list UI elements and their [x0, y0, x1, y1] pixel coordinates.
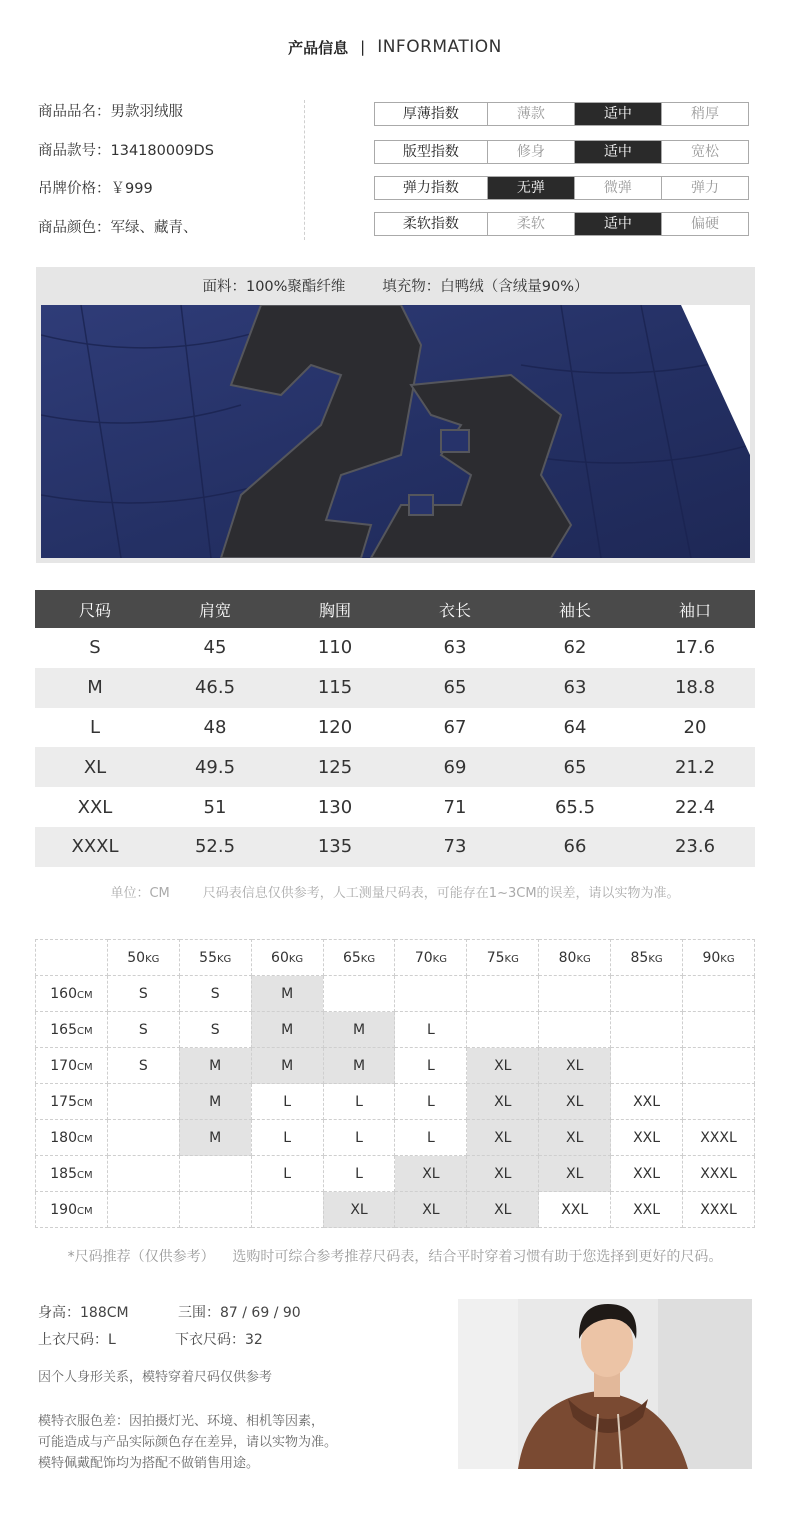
model-bottom-size: 下衣尺码：32 — [175, 1332, 263, 1348]
grid-size-cell: L — [323, 1120, 395, 1156]
size-table-cell: 110 — [317, 637, 353, 659]
size-table-cell: 125 — [317, 756, 353, 778]
fit-index — [374, 140, 749, 164]
size-table-cell: L — [89, 716, 101, 738]
grid-size-cell: M — [179, 1120, 251, 1156]
grid-size-cell — [179, 1156, 251, 1192]
weight-value: 85 — [630, 949, 649, 966]
grid-weight-header — [683, 940, 755, 976]
height-unit: CM — [77, 1205, 93, 1217]
size-table-header-cell: 袖长 — [558, 600, 591, 620]
grid-corner-cell — [36, 940, 108, 976]
grid-size-cell — [683, 1048, 755, 1084]
grid-weight-header — [323, 940, 395, 976]
grid-weight-header — [539, 940, 611, 976]
grid-size-cell — [467, 1012, 539, 1048]
grid-size-cell: L — [395, 1048, 467, 1084]
size-table-cell: 115 — [317, 677, 353, 699]
thickness-index — [374, 102, 749, 126]
size-table-cell: 63 — [563, 677, 587, 699]
height-value: 175 — [50, 1093, 77, 1110]
grid-size-cell: S — [179, 1012, 251, 1048]
height-value: 160 — [50, 985, 77, 1002]
grid-size-cell: L — [251, 1120, 323, 1156]
grid-size-cell — [107, 1084, 179, 1120]
weight-unit: KG — [504, 953, 519, 965]
model-measurements: 三围：87 / 69 / 90 — [178, 1305, 301, 1321]
grid-size-cell — [179, 1192, 251, 1228]
grid-height-header — [36, 1084, 108, 1120]
size-table-header-cell: 胸围 — [318, 600, 351, 620]
size-table-cell: 21.2 — [674, 756, 716, 778]
grid-weight-header — [107, 940, 179, 976]
index-option: 适中 — [574, 103, 661, 125]
index-option: 弹力 — [661, 177, 748, 199]
grid-size-cell: L — [395, 1012, 467, 1048]
size-table-cell: 45 — [203, 637, 227, 659]
height-value: 170 — [50, 1057, 77, 1074]
grid-size-cell — [395, 976, 467, 1012]
index-option: 偏硬 — [661, 213, 748, 235]
grid-size-cell: M — [323, 1048, 395, 1084]
grid-size-cell: L — [251, 1084, 323, 1120]
weight-unit: KG — [720, 953, 735, 965]
height-unit: CM — [77, 989, 93, 1001]
grid-size-cell: XXXL — [683, 1192, 755, 1228]
grid-size-cell — [467, 976, 539, 1012]
size-table-cell: 46.5 — [194, 677, 236, 699]
grid-row — [36, 1084, 755, 1120]
grid-size-cell: S — [107, 976, 179, 1012]
grid-size-cell: S — [179, 976, 251, 1012]
info-divider — [304, 100, 305, 240]
size-table-row — [35, 708, 755, 748]
grid-size-cell — [611, 976, 683, 1012]
size-table-cell: XL — [83, 756, 107, 778]
height-unit: CM — [77, 1061, 93, 1073]
fabric-composition: 面料：100%聚酯纤维 填充物：白鸭绒（含绒量90%） — [202, 279, 589, 295]
size-table-row — [35, 787, 755, 827]
index-option: 修身 — [487, 141, 574, 163]
grid-size-cell: M — [251, 1048, 323, 1084]
height-unit: CM — [77, 1097, 93, 1109]
height-value: 165 — [50, 1021, 77, 1038]
height-value: 185 — [50, 1165, 77, 1182]
grid-size-cell: XL — [467, 1120, 539, 1156]
grid-size-cell: S — [107, 1012, 179, 1048]
size-table-cell: 20 — [683, 716, 707, 738]
grid-size-cell: XXL — [539, 1192, 611, 1228]
weight-value: 60 — [271, 949, 289, 966]
grid-height-header — [36, 1156, 108, 1192]
index-option: 稍厚 — [661, 103, 748, 125]
size-table-cell: 73 — [443, 836, 467, 858]
softness-index — [374, 212, 749, 236]
grid-row — [36, 1192, 755, 1228]
size-table-cell: 69 — [443, 756, 467, 778]
grid-size-cell: XL — [539, 1084, 611, 1120]
weight-unit: KG — [216, 953, 232, 965]
grid-size-cell: M — [251, 976, 323, 1012]
model-top-size: 上衣尺码：L — [38, 1332, 116, 1348]
product-price: 吊牌价格：￥999 — [38, 181, 153, 197]
index-option: 适中 — [574, 141, 661, 163]
size-table-cell: 18.8 — [674, 677, 716, 699]
grid-header-row — [36, 940, 755, 976]
size-table-cell: M — [87, 677, 103, 699]
grid-size-cell: M — [179, 1084, 251, 1120]
grid-size-cell: S — [107, 1048, 179, 1084]
size-table-cell: 62 — [563, 637, 587, 659]
grid-size-cell — [107, 1120, 179, 1156]
size-table-cell: 65 — [443, 677, 467, 699]
grid-row — [36, 1048, 755, 1084]
weight-unit: KG — [145, 953, 160, 965]
fabric-closeup-svg — [41, 305, 750, 558]
model-height: 身高：188CM — [38, 1305, 129, 1321]
grid-weight-header — [395, 940, 467, 976]
size-table-header-cell: 袖口 — [678, 600, 711, 620]
weight-value: 65 — [342, 949, 361, 966]
grid-size-cell: L — [395, 1084, 467, 1120]
size-table-cell: XXXL — [71, 836, 119, 858]
index-label: 厚薄指数 — [402, 106, 459, 122]
grid-size-cell: XXXL — [683, 1156, 755, 1192]
grid-size-cell — [683, 976, 755, 1012]
section-header — [0, 30, 790, 64]
size-table-row — [35, 747, 755, 787]
grid-height-header — [36, 1048, 108, 1084]
size-table-cell: 48 — [203, 716, 227, 738]
grid-height-header — [36, 1192, 108, 1228]
grid-size-cell — [683, 1012, 755, 1048]
size-table-cell: 67 — [443, 716, 467, 738]
height-unit: CM — [77, 1133, 93, 1145]
height-unit: CM — [77, 1169, 93, 1181]
weight-value: 80 — [558, 949, 577, 966]
size-table-row — [35, 668, 755, 708]
size-table-cell: 22.4 — [674, 796, 716, 818]
size-table-row — [35, 628, 755, 668]
weight-value: 75 — [486, 949, 505, 966]
size-table-cell: 120 — [317, 716, 353, 738]
grid-size-cell: XL — [467, 1156, 539, 1192]
size-table-cell: 135 — [317, 836, 353, 858]
color-disclaimer-line: 模特佩戴配饰均为搭配不做销售用途。 — [38, 1456, 260, 1471]
weight-value: 90 — [702, 949, 721, 966]
stretch-index — [374, 176, 749, 200]
recommendation-note: *尺码推荐（仅供参考） 选购时可综合参考推荐尺码表，结合平时穿着习惯有助于您选择到更好的尺码。 — [67, 1249, 723, 1265]
section-title-cn: 产品信息 — [288, 38, 349, 57]
grid-size-cell: L — [251, 1156, 323, 1192]
product-name: 商品品名：男款羽绒服 — [38, 104, 183, 120]
grid-height-header — [36, 1012, 108, 1048]
grid-size-cell: XL — [539, 1048, 611, 1084]
index-option: 适中 — [574, 213, 661, 235]
grid-size-cell — [107, 1192, 179, 1228]
size-table-header-cell: 肩宽 — [198, 600, 231, 620]
product-code: 商品款号：134180009DS — [38, 143, 214, 159]
weight-value: 55 — [199, 949, 217, 966]
weight-unit: KG — [288, 953, 304, 965]
fabric-closeup-image — [41, 305, 750, 558]
grid-size-cell — [539, 976, 611, 1012]
size-table-cell: 130 — [317, 796, 353, 818]
grid-size-cell: L — [323, 1084, 395, 1120]
grid-weight-header — [179, 940, 251, 976]
grid-row — [36, 976, 755, 1012]
size-table-cell: XXL — [77, 796, 113, 818]
size-table-cell: 49.5 — [194, 756, 236, 778]
weight-value: 70 — [414, 949, 433, 966]
grid-size-cell: XL — [395, 1192, 467, 1228]
size-table-cell: 23.6 — [674, 836, 716, 858]
grid-size-cell — [683, 1084, 755, 1120]
weight-unit: KG — [576, 953, 591, 965]
size-table-header — [35, 590, 755, 628]
index-option: 柔软 — [487, 213, 574, 235]
size-table-cell: 65.5 — [554, 796, 596, 818]
grid-weight-header — [467, 940, 539, 976]
weight-value: 50 — [127, 949, 146, 966]
size-table-header-cell: 衣长 — [438, 600, 471, 620]
grid-size-cell — [539, 1012, 611, 1048]
size-table-cell: 66 — [563, 836, 587, 858]
grid-size-cell: XL — [395, 1156, 467, 1192]
section-title-en: INFORMATION — [377, 37, 502, 57]
size-table-cell: 17.6 — [674, 637, 716, 659]
size-table-header-cell: 尺码 — [78, 600, 111, 620]
weight-unit: KG — [432, 953, 447, 965]
grid-height-header — [36, 1120, 108, 1156]
grid-size-cell: L — [323, 1156, 395, 1192]
index-option: 薄款 — [487, 103, 574, 125]
grid-size-cell: XL — [539, 1120, 611, 1156]
height-value: 180 — [50, 1129, 77, 1146]
index-option: 微弹 — [574, 177, 661, 199]
size-table-row — [35, 827, 755, 867]
height-unit: CM — [77, 1025, 93, 1037]
grid-size-cell — [323, 976, 395, 1012]
grid-size-cell: L — [395, 1120, 467, 1156]
product-colors: 商品颜色：军绿、藏青、 — [38, 220, 198, 236]
size-table-cell: S — [89, 637, 101, 659]
weight-unit: KG — [648, 953, 663, 965]
grid-height-header — [36, 976, 108, 1012]
grid-size-cell: M — [251, 1012, 323, 1048]
grid-size-cell: XXL — [611, 1120, 683, 1156]
color-disclaimer-line: 可能造成与产品实际颜色存在差异，请以实物为准。 — [38, 1435, 338, 1450]
grid-size-cell — [107, 1156, 179, 1192]
size-table-cell: 71 — [443, 796, 467, 818]
grid-size-cell — [611, 1048, 683, 1084]
grid-size-cell: XL — [323, 1192, 395, 1228]
grid-weight-header — [611, 940, 683, 976]
index-option: 宽松 — [661, 141, 748, 163]
grid-size-cell: XL — [539, 1156, 611, 1192]
grid-size-cell: XXXL — [683, 1120, 755, 1156]
grid-size-cell: XXL — [611, 1192, 683, 1228]
grid-size-cell: M — [179, 1048, 251, 1084]
size-table-cell: 64 — [563, 716, 587, 738]
grid-size-cell: XL — [467, 1192, 539, 1228]
size-table-cell: 65 — [563, 756, 587, 778]
grid-size-cell — [251, 1192, 323, 1228]
color-disclaimer-line: 模特衣服色差：因拍摄灯光、环境、相机等因素， — [38, 1414, 325, 1429]
size-table-cell: 63 — [443, 637, 467, 659]
index-option: 无弹 — [487, 177, 574, 199]
grid-row — [36, 1120, 755, 1156]
title-separator: | — [360, 38, 366, 56]
size-recommendation-grid — [35, 939, 755, 1228]
model-photo — [458, 1299, 752, 1469]
model-size-note: 因个人身形关系，模特穿着尺码仅供参考 — [38, 1370, 273, 1385]
grid-row — [36, 1156, 755, 1192]
grid-weight-header — [251, 940, 323, 976]
height-value: 190 — [50, 1201, 77, 1218]
index-label: 弹力指数 — [402, 180, 459, 196]
grid-size-cell: XXL — [611, 1084, 683, 1120]
size-table — [35, 590, 755, 867]
index-label: 柔软指数 — [402, 216, 459, 232]
size-unit-note: 单位：CM 尺码表信息仅供参考，人工测量尺码表，可能存在1~3CM的误差，请以实物为准。 — [110, 886, 680, 901]
weight-unit: KG — [360, 953, 376, 965]
size-table-cell: 51 — [203, 796, 227, 818]
grid-size-cell — [611, 1012, 683, 1048]
index-label: 版型指数 — [402, 144, 459, 160]
grid-size-cell: XL — [467, 1048, 539, 1084]
size-table-cell: 52.5 — [194, 836, 236, 858]
grid-row — [36, 1012, 755, 1048]
model-photo-svg — [458, 1299, 752, 1469]
grid-size-cell: XXL — [611, 1156, 683, 1192]
grid-size-cell: XL — [467, 1084, 539, 1120]
grid-size-cell: M — [323, 1012, 395, 1048]
